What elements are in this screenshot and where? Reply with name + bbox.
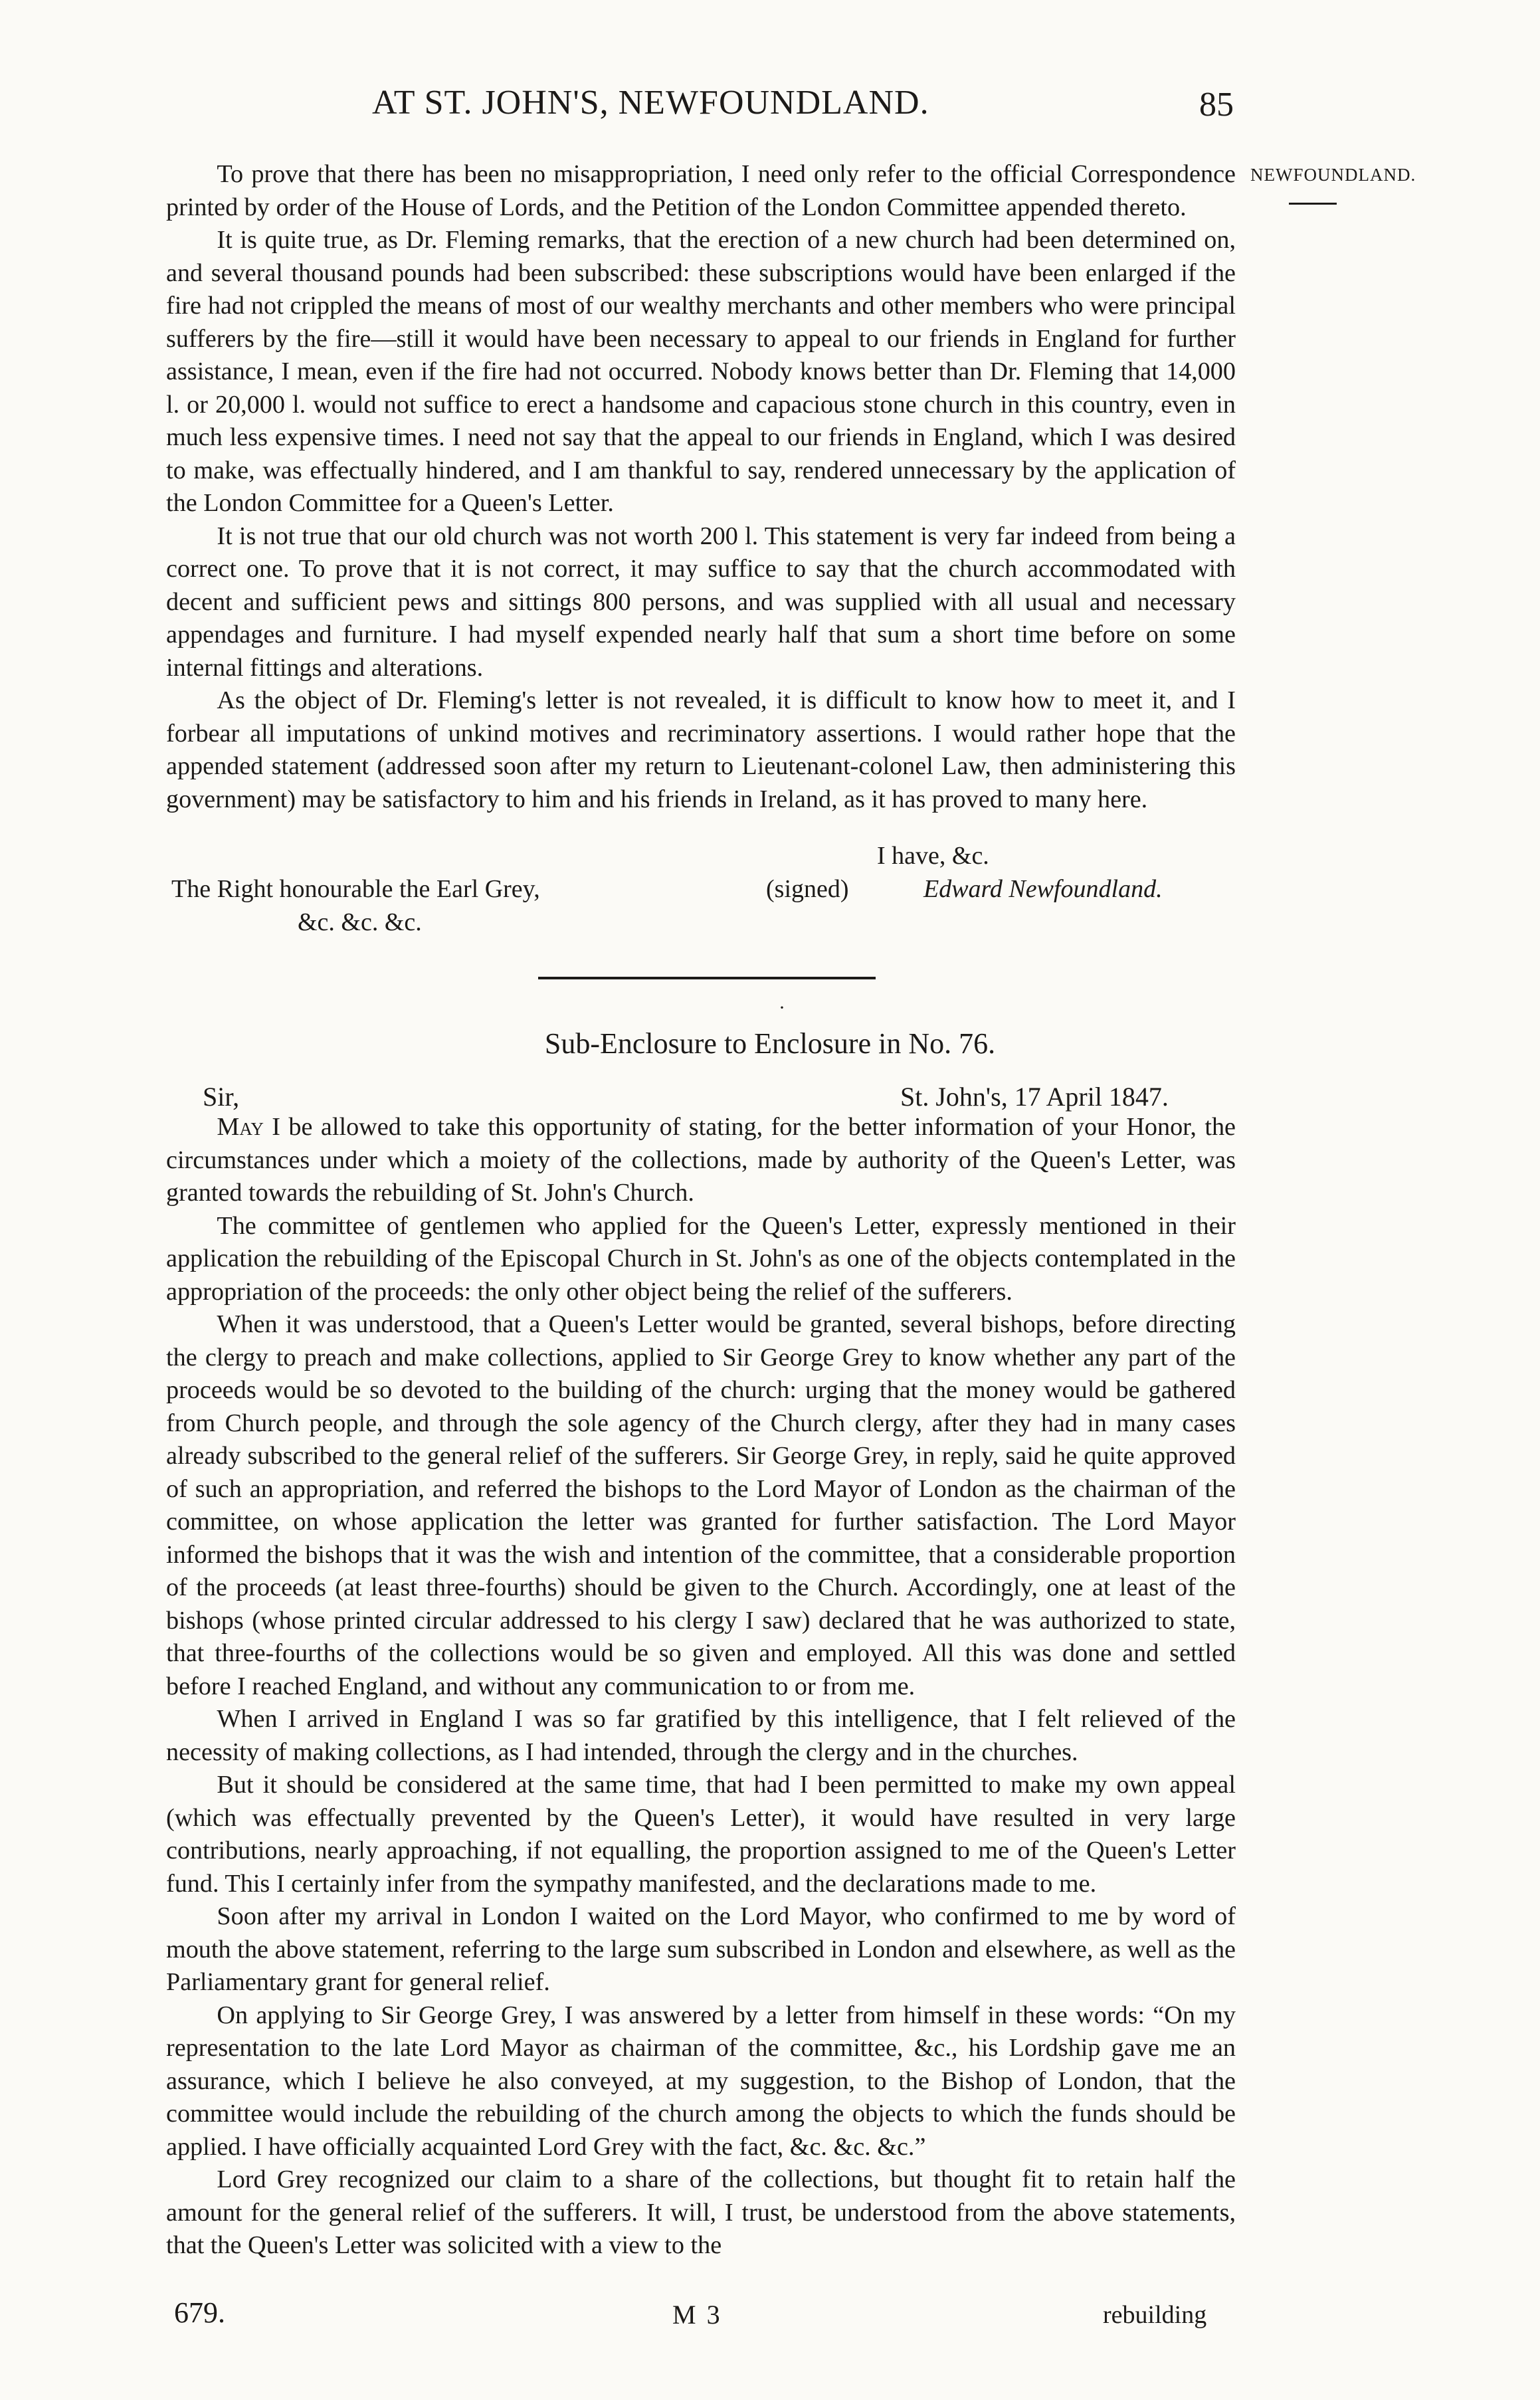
- running-title: AT ST. JOHN'S, NEWFOUNDLAND.: [372, 84, 929, 122]
- dateline: St. John's, 17 April 1847.: [900, 1082, 1169, 1112]
- paragraph: When I arrived in England I was so far gratified by this intelligence, that I felt relieved of the necessity of making collections, as I had intended, through the clergy and in the churches.: [166, 1705, 1236, 1766]
- enclosure-heading: Sub-Enclosure to Enclosure in No. 76.: [544, 1027, 996, 1060]
- margin-rule: [1289, 203, 1337, 205]
- addressee-etc: &c. &c. &c.: [298, 908, 422, 936]
- paragraph: It is not true that our old church was not worth 200 l. This statement is very far indeed from being a correct one. To prove that it is not correct, it may suffice to say that the church accommodated with decent and sufficient pews and sittings 800 persons, and was supplied with all usual and necessary appendages and furniture. I had myself expended nearly half that sum a short time before on some internal fittings and alterations.: [166, 522, 1236, 682]
- letter-body: [166, 158, 1236, 816]
- sheet-number: 679.: [174, 2296, 225, 2329]
- paragraph: [166, 1111, 1236, 1210]
- signature-mark: M 3: [672, 2300, 722, 2330]
- page-number: 85: [1199, 86, 1234, 124]
- paragraph: Lord Grey recognized our claim to a share of the collections, but thought fit to retain half the amount for the general relief of the sufferers. It will, I trust, be understood from the above statements, that the Queen's Letter was solicited with a view to the: [166, 2165, 1236, 2259]
- section-divider: [538, 977, 876, 979]
- addressee-line: The Right honourable the Earl Grey,: [171, 875, 540, 903]
- paragraph: As the object of Dr. Fleming's letter is not revealed, it is difficult to know how to meet it, and I forbear all imputations of unkind motives and recriminatory assertions. I would rather hope that the appended statement (addressed soon after my return to Lieutenant-colonel Law, then administering this government) may be satisfactory to him and his friends in Ireland, as it has proved to many here.: [166, 686, 1236, 813]
- paragraph: But it should be considered at the same time, that had I been permitted to make my own appeal (which was effectually prevented by the Queen's Letter), it would have resulted in very large contributions, nearly approaching, if not equalling, the proportion assigned to me of the Queen's Letter fund. This I certainly infer from the sympathy manifested, and the declarations made to me.: [166, 1771, 1236, 1898]
- paragraph: To prove that there has been no misappropriation, I need only refer to the official Correspondence printed by order of the House of Lords, and the Petition of the London Committee appended thereto.: [166, 160, 1236, 221]
- opening-word: May: [217, 1113, 264, 1141]
- paragraph: When it was understood, that a Queen's Letter would be granted, several bishops, before directing the clergy to preach and make collections, applied to Sir George Grey to know whether any part of the proceeds would be so devoted to the building of the church: urging that the money would be gathered from Church people, and through the sole agency of the Church clergy, after they had in many cases already subscribed to the general relief of the sufferers. Sir George Grey, in reply, said he quite approved of such an appropriation, and referred the bishops to the Lord Mayor of London as the chairman of the committee, on whose application the letter was granted for further satisfaction. The Lord Mayor informed the bishops that it was the wish and intention of the committee, that a considerable proportion of the proceeds (at least three-fourths) should be given to the Church. Accordingly, one at least of the bishops (whose printed circular addressed to his clergy I saw) declared that he was authorized to state, that three-fourths of the collections would be so given and employed. All this was done and settled before I reached England, and without any communication to or from me.: [166, 1310, 1236, 1700]
- closing-phrase: I have, &c.: [877, 842, 989, 870]
- catchword: rebuilding: [1103, 2301, 1207, 2329]
- enclosure-body: [166, 1111, 1236, 2262]
- divider-dot: ·: [779, 997, 785, 1019]
- salutation: Sir,: [203, 1082, 240, 1112]
- paragraph: The committee of gentlemen who applied for the Queen's Letter, expressly mentioned in their application the rebuilding of the Episcopal Church in St. John's as one of the objects contemplated in the appropriation of the proceeds: the only other object being the relief of the sufferers.: [166, 1211, 1236, 1306]
- paragraph: On applying to Sir George Grey, I was answered by a letter from himself in these words: “On my representation to the late Lord Mayor as chairman of the committee, &c., his Lordship gave me an assurance, which I believe he also conveyed, at my suggestion, to the Bishop of London, that the committee would include the rebuilding of the church among the objects to which the funds should be applied. I have officially acquainted Lord Grey with the fact, &c. &c. &c.”: [166, 2001, 1236, 2161]
- signed-label: (signed): [766, 875, 849, 903]
- paragraph-text: I be allowed to take this opportunity of stating, for the better information of your Honor, the circumstances under which a moiety of the collections, made by authority of the Queen's Letter, was granted towards the rebuilding of St. John's Church.: [166, 1113, 1236, 1207]
- margin-note: NEWFOUNDLAND.: [1250, 165, 1416, 185]
- paragraph: It is quite true, as Dr. Fleming remarks, that the erection of a new church had been determined on, and several thousand pounds had been subscribed: these subscriptions would have been enlarged if the fire had not crippled the means of most of our wealthy merchants and other members who were principal sufferers by the fire—still it would have been necessary to appeal to our friends in England for further assistance, I mean, even if the fire had not occurred. Nobody knows better than Dr. Fleming that 14,000 l. or 20,000 l. would not suffice to erect a handsome and capacious stone church in this country, even in much less expensive times. I need not say that the appeal to our friends in England, which I was desired to make, was effectually hindered, and I am thankful to say, rendered unnecessary by the application of the London Committee for a Queen's Letter.: [166, 226, 1236, 517]
- paragraph: Soon after my arrival in London I waited on the Lord Mayor, who confirmed to me by word of mouth the above statement, referring to the large sum subscribed in London and elsewhere, as well as the Parliamentary grant for general relief.: [166, 1902, 1236, 1996]
- signer-name: Edward Newfoundland.: [923, 875, 1163, 903]
